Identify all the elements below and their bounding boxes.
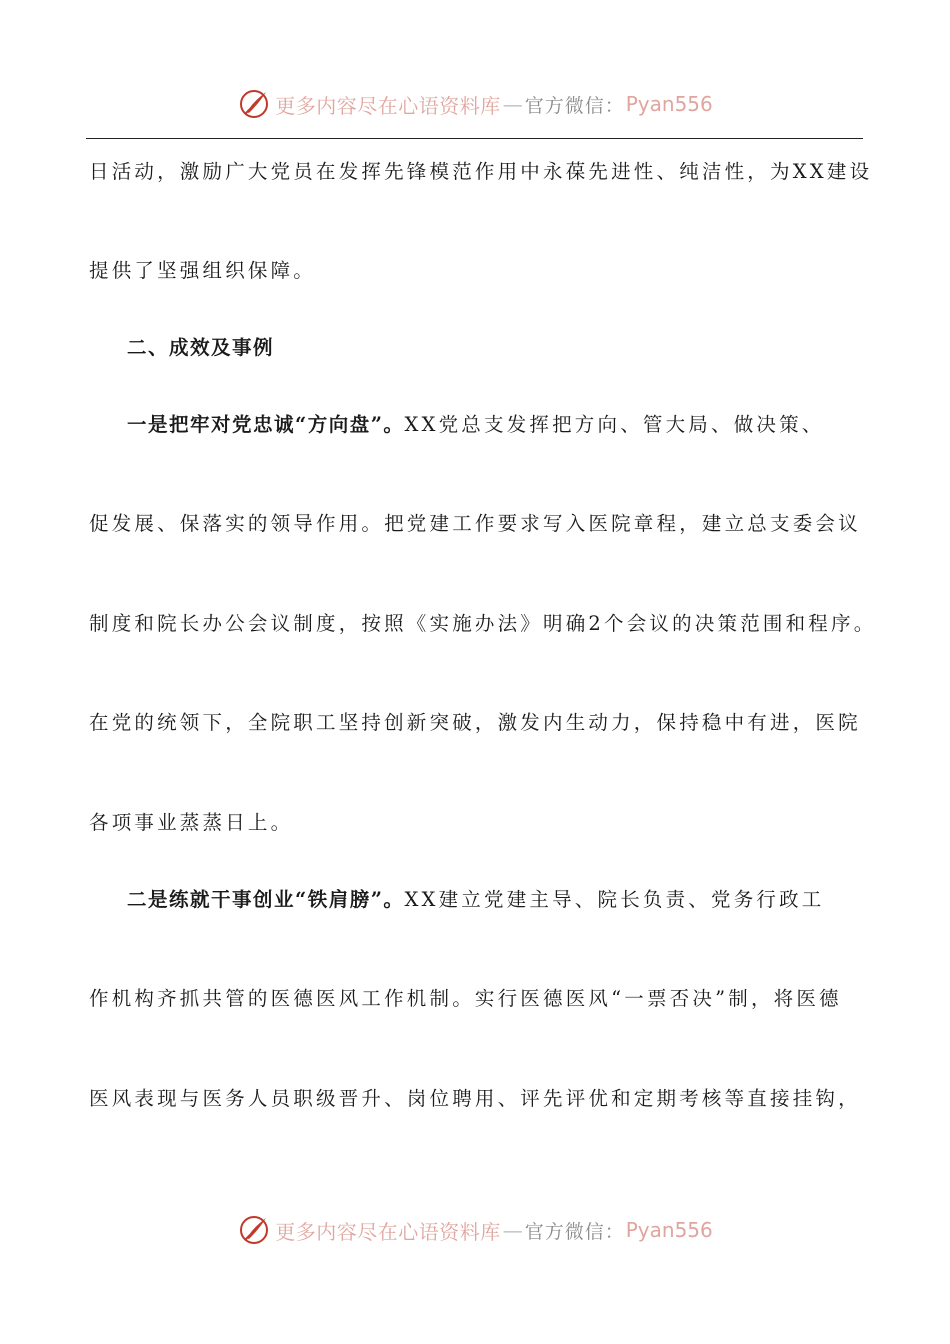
footer-banner	[0, 1210, 950, 1250]
header-wechat-label: 官方微信	[524, 94, 605, 117]
header-wechat-id: Pyan556	[625, 92, 713, 116]
paragraph-1-line-1-rest: XX党总支发挥把方向、管大局、做决策、	[404, 413, 825, 436]
paragraph-2-line-3: 医风表现与医务人员职级晋升、岗位聘用、评先评优和定期考核等直接挂钩，	[89, 1087, 861, 1110]
paragraph-1-line-5: 各项事业蒸蒸日上。	[89, 811, 294, 834]
footer-brand-text: 更多内容尽在心语资料库	[275, 1219, 501, 1244]
body-line-2: 提供了坚强组织保障。	[89, 259, 317, 282]
header-brand-text: 更多内容尽在心语资料库	[275, 93, 501, 118]
paragraph-1-line-3: 制度和院长办公会议制度，按照《实施办法》明确2个会议的决策范围和程序。	[89, 612, 877, 635]
footer-wechat-label: 官方微信	[524, 1220, 605, 1243]
paragraph-2-lead: 二是练就干事创业“铁肩膀”。	[127, 888, 405, 911]
footer-dash: —	[502, 1218, 523, 1242]
header-banner	[0, 84, 950, 124]
quill-pen-logo-icon	[237, 1213, 271, 1247]
paragraph-2-line-1	[127, 885, 907, 915]
paragraph-1-line-1	[127, 410, 907, 440]
paragraph-1-line-2: 促发展、保落实的领导作用。把党建工作要求写入医院章程，建立总支委会议	[89, 512, 861, 535]
section-heading: 二、成效及事例	[127, 336, 275, 359]
paragraph-1-line-4: 在党的统领下，全院职工坚持创新突破，激发内生动力，保持稳中有进，医院	[89, 711, 861, 734]
header-divider	[86, 138, 863, 139]
paragraph-2-line-2: 作机构齐抓共管的医德医风工作机制。实行医德医风“一票否决”制，将医德	[89, 987, 842, 1010]
footer-wechat-id: Pyan556	[625, 1218, 713, 1242]
header-colon: ：	[604, 94, 624, 117]
header-dash: —	[502, 92, 523, 116]
quill-pen-logo-icon	[237, 87, 271, 121]
footer-colon: ：	[604, 1220, 624, 1243]
paragraph-2-line-1-rest: XX建立党建主导、院长负责、党务行政工	[404, 888, 825, 911]
body-line-1: 日活动，激励广大党员在发挥先锋模范作用中永葆先进性、纯洁性，为XX建设	[89, 160, 873, 183]
paragraph-1-lead: 一是把牢对党忠诚“方向盘”。	[127, 413, 405, 436]
